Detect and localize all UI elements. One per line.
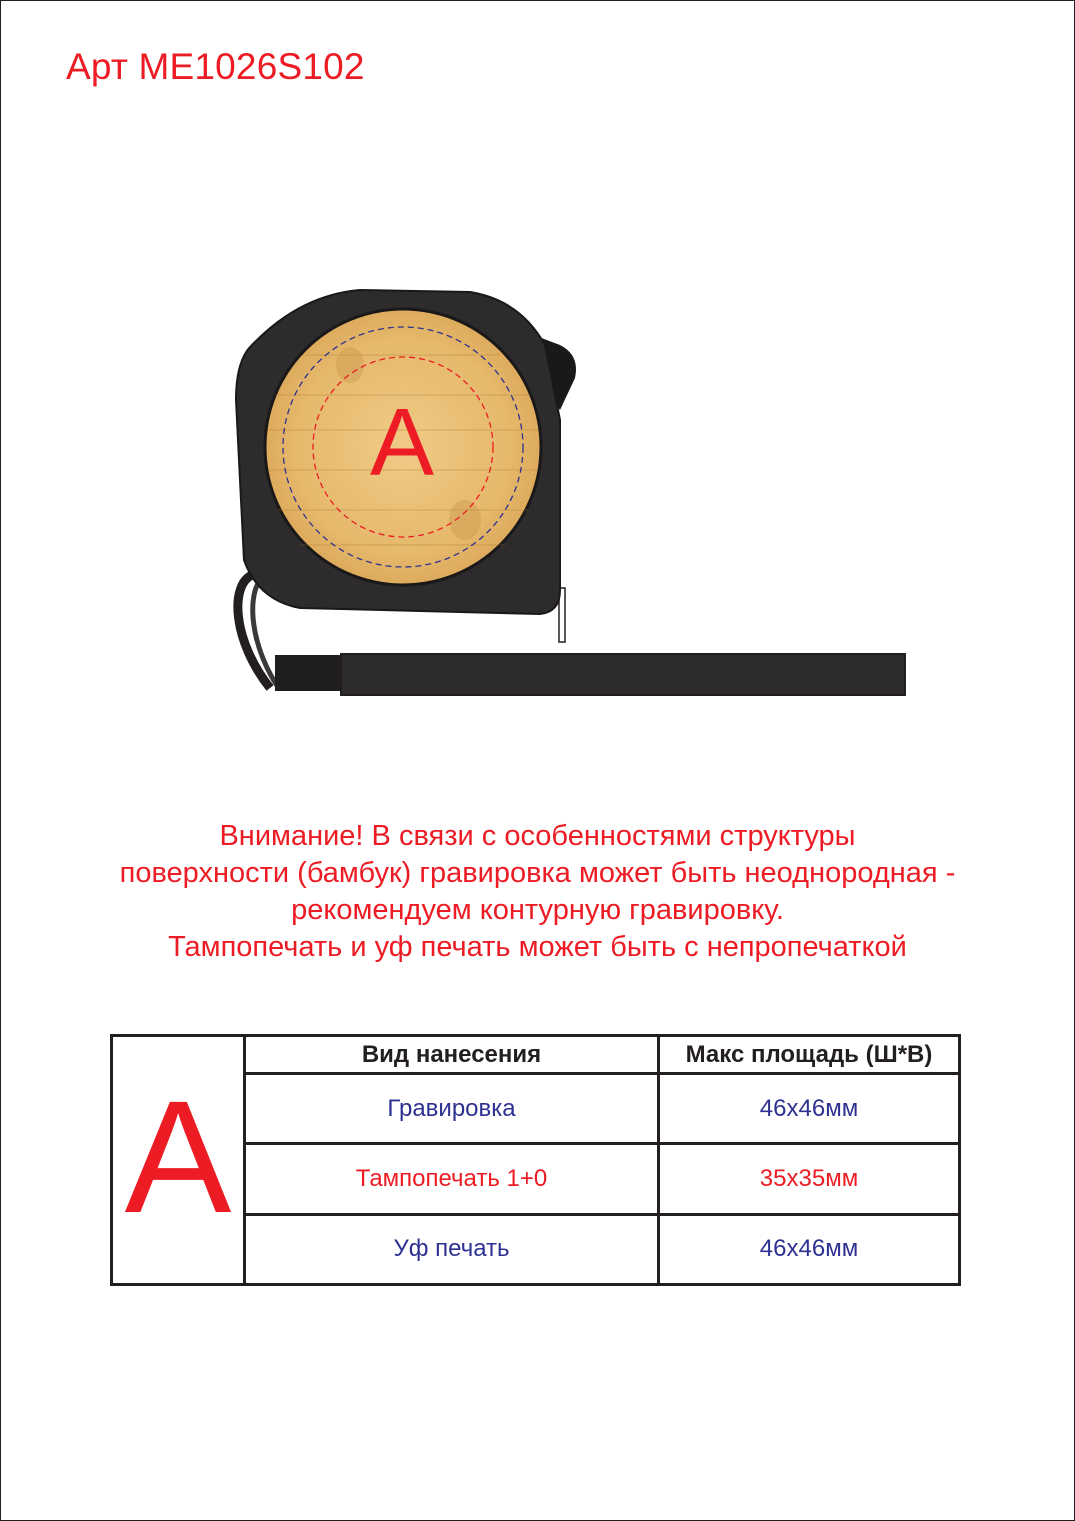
method-header: Вид нанесения (245, 1036, 659, 1074)
tape-blade (341, 654, 905, 695)
zone-letter: A (124, 1067, 232, 1246)
warning-line: поверхности (бамбук) гравировка может быть неоднородная - (119, 857, 956, 889)
area-header: Макс площадь (Ш*В) (659, 1036, 960, 1074)
zone-label: A (369, 389, 435, 496)
area-cell: 35х35мм (659, 1144, 960, 1214)
method-cell: Тампопечать 1+0 (245, 1144, 659, 1214)
method-cell: Уф печать (245, 1214, 659, 1284)
zone-cell (112, 1036, 245, 1285)
warning-line: рекомендуем контурную гравировку. (291, 894, 784, 926)
area-cell: 46х46мм (659, 1214, 960, 1284)
tape-measure-illustration (0, 270, 1075, 710)
tape-blade-end (275, 655, 345, 691)
warning-line: Тампопечать и уф печать может быть с непропечаткой (168, 931, 907, 963)
article-title: Арт ME1026S102 (66, 46, 365, 87)
warning-line: Внимание! В связи с особенностями структуры (219, 820, 856, 852)
method-cell: Гравировка (245, 1074, 659, 1144)
area-cell: 46х46мм (659, 1074, 960, 1144)
application-spec-table (110, 1034, 961, 1286)
warning-notice (0, 818, 1075, 966)
